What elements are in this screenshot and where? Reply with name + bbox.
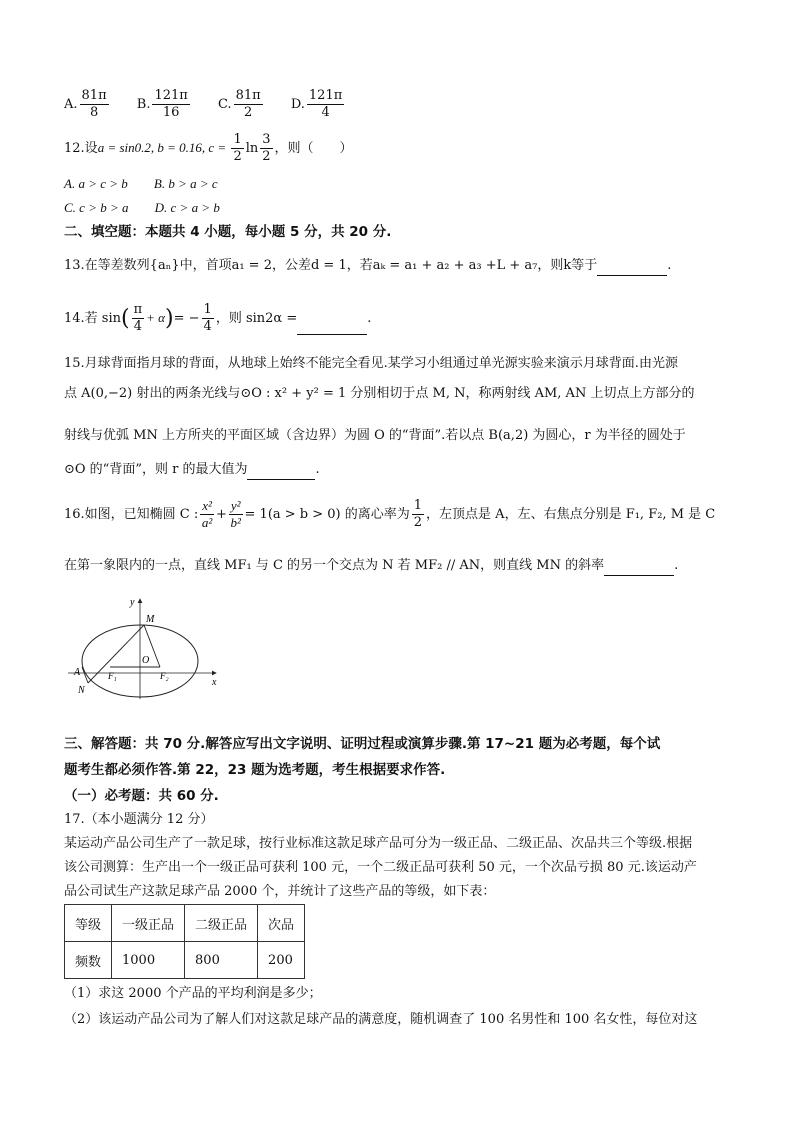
section2-heading: 二、填空题：本题共 4 小题，每小题 5 分，共 20 分. xyxy=(64,224,392,240)
label-y: y xyxy=(130,597,135,608)
section3-subheading: （一）必考题：共 60 分. xyxy=(64,788,219,804)
q17-frequency-table xyxy=(64,904,305,979)
table-cell: 200 xyxy=(258,942,305,979)
label-f2: F₂ xyxy=(160,671,169,681)
q17-subquestion-1: （1）求这 2000 个产品的平均利润是多少； xyxy=(64,986,322,1001)
table-row xyxy=(65,905,305,942)
table-cell: 1000 xyxy=(112,942,185,979)
q16-line1: 16.如图，已知椭圆 C : $\frac{\text{x²}}{\text{a²}}$ + $\frac{\text{y²}}{\text{b²}}$ = 1(a > b > 0) 的离心率为 $\frac{1}{2}$ ，左顶点是 A，左、右焦点分别是 F₁, F₂, M 是 C xyxy=(64,498,716,530)
table-cell: 频数 xyxy=(65,942,112,979)
q11-options xyxy=(64,88,368,121)
q17-subquestion-2: （2）该运动产品公司为了解人们对这款足球产品的满意度，随机调查了 100 名男性和 100 名女性，每位对这 xyxy=(64,1012,698,1027)
q12-options-row2 xyxy=(64,198,242,219)
q17-para1: 某运动产品公司生产了一款足球，按行业标准这款足球产品可分为一级正品、二级正品、次品共三个等级.根据 xyxy=(64,836,693,851)
q14-answer-blank[interactable] xyxy=(297,320,367,335)
label-a: A xyxy=(74,667,81,678)
section3-line2: 题考生都必须作答.第 22，23 题为选考题，考生根据要求作答. xyxy=(64,762,446,778)
table-cell: 次品 xyxy=(258,905,305,942)
q11-option-a: A. $\frac{81\pi}{8}$ xyxy=(64,88,107,120)
q11-option-c: C. $\frac{81\pi}{2}$ xyxy=(217,88,261,120)
q11-option-d: D. $\frac{121\pi}{4}$ xyxy=(290,88,343,120)
label-n: N xyxy=(78,685,85,696)
label-m: M xyxy=(146,614,155,625)
q15-answer-blank[interactable] xyxy=(247,465,315,480)
q11-option-b: B. $\frac{121\pi}{16}$ xyxy=(136,88,188,120)
q15-line2: 点 A(0,−2) 射出的两条光线与⊙O : x² + y² = 1 分别相切于点 M, N，称两射线 AM, AN 上切点上方部分的 xyxy=(64,386,695,401)
q12-option-d: D. c > a > b xyxy=(154,200,220,215)
q15-line4: ⊙O 的“背面”，则 r 的最大值为 . xyxy=(64,460,320,480)
label-x: x xyxy=(212,677,217,688)
q15-line1: 15.月球背面指月球的背面，从地球上始终不能完全看见.某学习小组通过单光源实验来演示月球背面.由光源 xyxy=(64,356,678,371)
table-cell: 一级正品 xyxy=(112,905,185,942)
q17-para3: 品公司试生产这款足球产品 2000 个，并统计了这些产品的等级，如下表： xyxy=(64,884,496,899)
q12-option-b: B. b > a > c xyxy=(153,176,218,191)
q16-line2: 在第一象限内的一点，直线 MF₁ 与 C 的另一个交点为 N 若 MF₂ // AN，则直线 MN 的斜率 . xyxy=(64,556,678,576)
q15-line3: 射线与优弧 MN 上方所夹的平面区域（含边界）为圆 O 的“背面”.若以点 B(a,2) 为圆心，r 为半径的圆处于 xyxy=(64,428,686,443)
q17-title: 17.（本小题满分 12 分） xyxy=(64,812,214,827)
q13-answer-blank[interactable] xyxy=(597,261,667,276)
table-cell: 二级正品 xyxy=(185,905,258,942)
q13-stem: 13.在等差数列{aₙ}中，首项a₁ = 2，公差d = 1，若aₖ = a₁ + a₂ + a₃ +L + a₇，则k等于 . xyxy=(64,256,671,276)
table-cell: 等级 xyxy=(65,905,112,942)
q16-answer-blank[interactable] xyxy=(604,561,674,576)
section3-line1: 三、解答题：共 70 分.解答应写出文字说明、证明过程或演算步骤.第 17~21 题为必考题，每个试 xyxy=(64,736,661,752)
ellipse-figure xyxy=(64,595,224,705)
q12-option-a: A. a > c > b xyxy=(64,176,128,191)
line-an xyxy=(82,667,88,683)
label-o: O xyxy=(142,655,150,666)
q12-stem: 12.设a = sin0.2, b = 0.16, c = $\frac{1}{2}$ ln $\frac{3}{2}$ ，则（ ） xyxy=(64,132,353,164)
table-cell: 800 xyxy=(185,942,258,979)
q12-options-row1 xyxy=(64,174,240,195)
label-f1: F₁ xyxy=(108,671,117,681)
table-row xyxy=(65,942,305,979)
q14-stem: 14.若 sin( $\frac{\pi}{4}$ + α)= − $\frac{1}{4}$ ，则 sin2α = . xyxy=(64,302,372,334)
q17-para2: 该公司测算：生产出一个一级正品可获利 100 元，一个二级正品可获利 50 元，一个次品亏损 80 元.该运动产 xyxy=(64,860,697,875)
q12-option-c: C. c > b > a xyxy=(64,200,129,215)
